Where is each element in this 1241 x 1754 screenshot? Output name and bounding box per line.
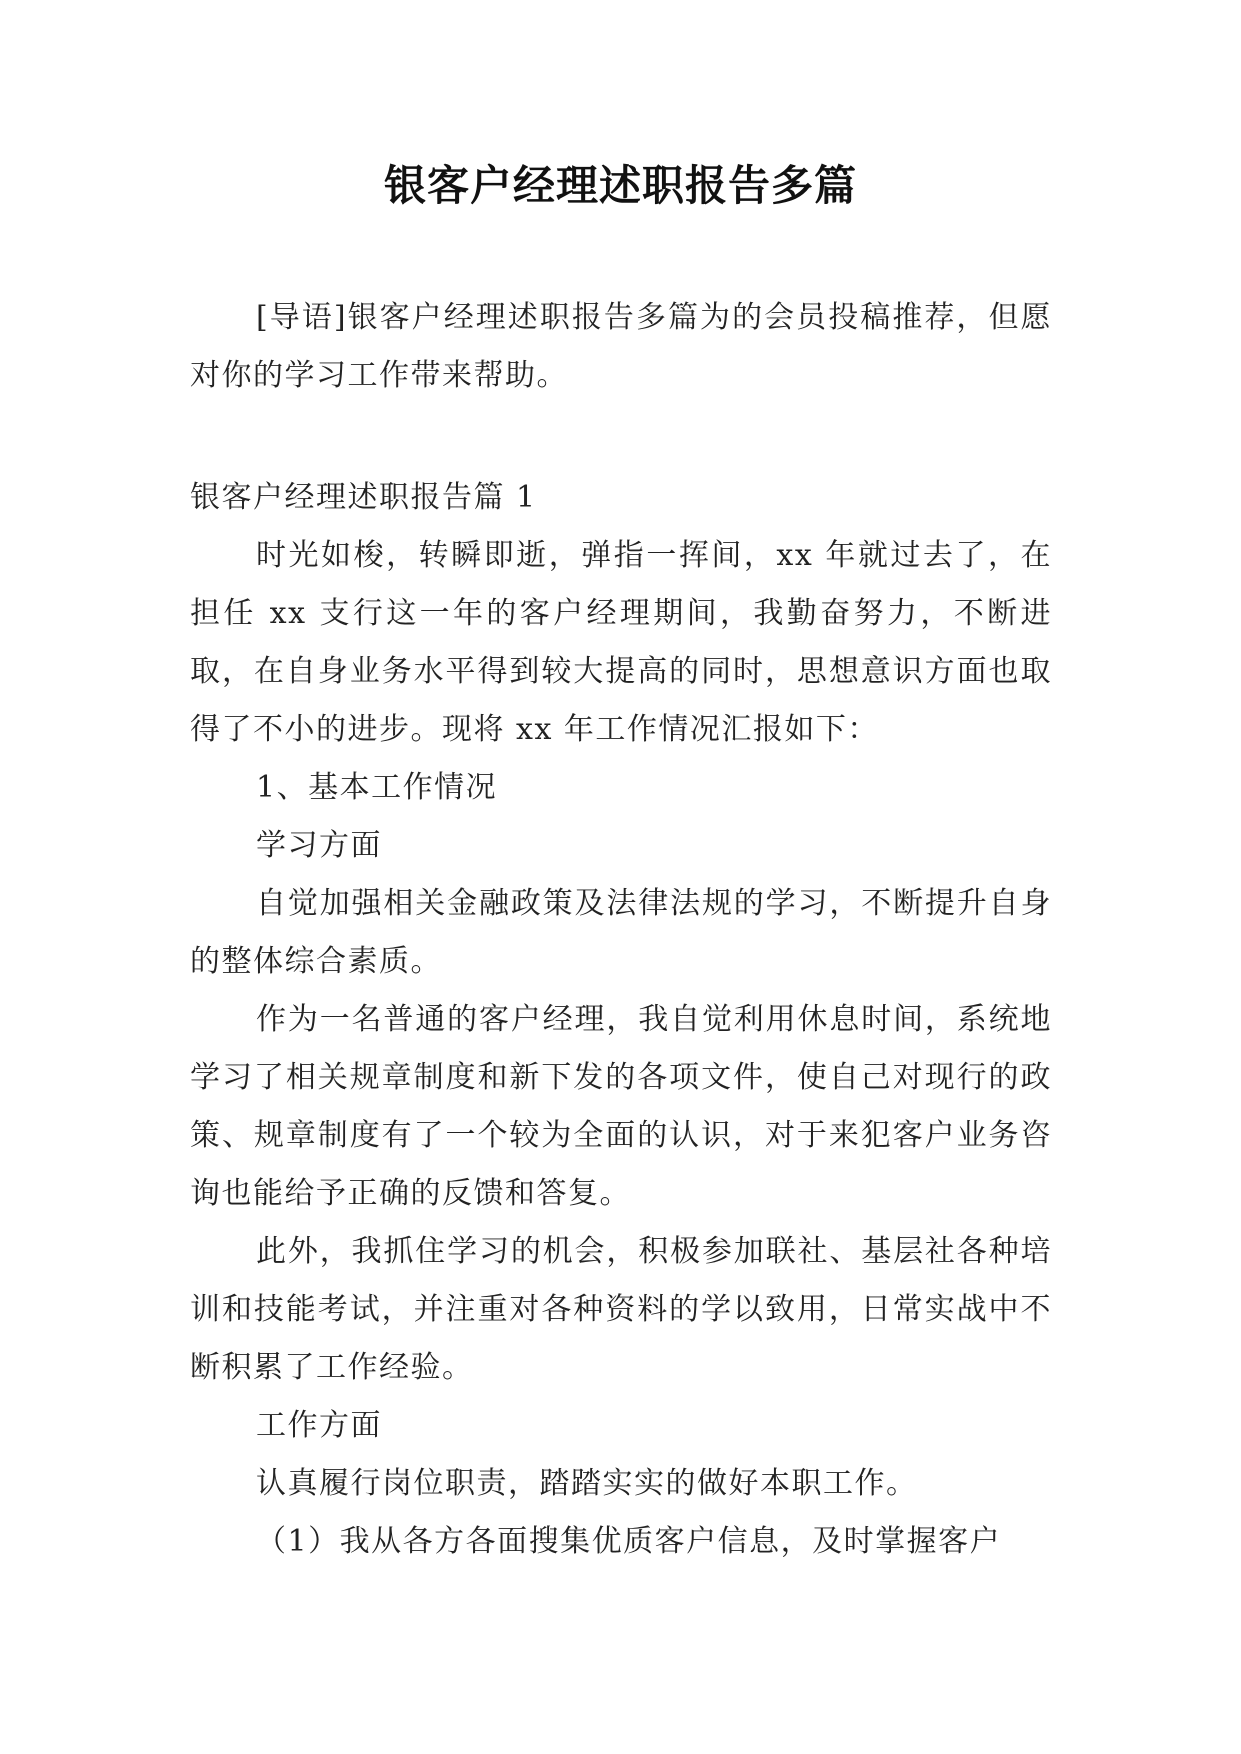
- report-body: [190, 469, 1052, 1571]
- body-paragraph: 作为一名普通的客户经理，我自觉利用休息时间，系统地学习了相关规章制度和新下发的各项文件，使自己对现行的政策、规章制度有了一个较为全面的认识，对于来犯客户业务咨询也能给予正确的反馈和答复。: [190, 1002, 1052, 1211]
- body-paragraph: 此外，我抓住学习的机会，积极参加联社、基层社各种培训和技能考试，并注重对各种资料的学以致用，日常实战中不断积累了工作经验。: [190, 1234, 1052, 1385]
- subsection-heading: 工作方面: [256, 1408, 382, 1443]
- body-paragraph: （1）我从各方各面搜集优质客户信息，及时掌握客户: [256, 1524, 1002, 1559]
- subsection-heading: 学习方面: [256, 828, 382, 863]
- body-paragraph: 时光如梭，转瞬即逝，弹指一挥间，xx 年就过去了，在担任 xx 支行这一年的客户经理期间，我勤奋努力，不断进取，在自身业务水平得到较大提高的同时，思想意识方面也取得了不小的进步。现将 xx 年工作情况汇报如下：: [190, 538, 1052, 747]
- intro-paragraph: [导语]银客户经理述职报告多篇为的会员投稿推荐，但愿对你的学习工作带来帮助。: [190, 300, 1052, 393]
- section-heading: 银客户经理述职报告篇 1: [190, 480, 537, 515]
- body-paragraph: 自觉加强相关金融政策及法律法规的学习，不断提升自身的整体综合素质。: [190, 886, 1052, 979]
- document-title: 银客户经理述职报告多篇: [383, 161, 857, 210]
- body-paragraph: 认真履行岗位职责，踏踏实实的做好本职工作。: [256, 1466, 918, 1501]
- subsection-heading: 1、基本工作情况: [256, 770, 498, 805]
